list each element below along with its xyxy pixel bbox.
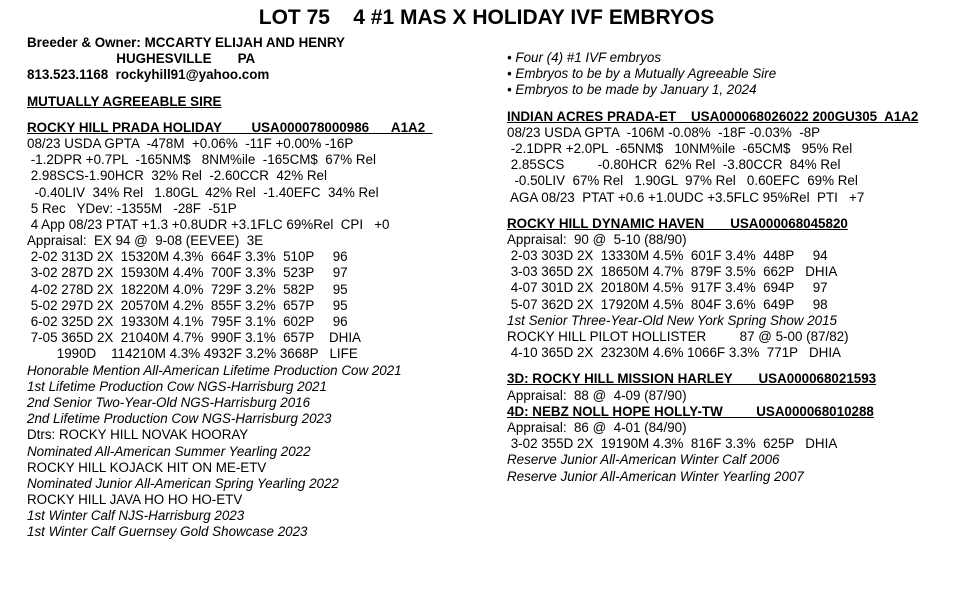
granddam-stat-line: 2-03 303D 2X 13330M 4.5% 601F 3.4% 448P 94 <box>507 248 828 264</box>
dam-daughters <box>27 427 497 540</box>
daughter-name: ROCKY HILL JAVA HO HO HO-ETV <box>27 492 243 508</box>
sire-of-dam-stat-line: 08/23 USDA GPTA -106M -0.08% -18F -0.03% -8P <box>507 124 821 140</box>
sire-of-dam-stat-line: -2.1DPR +2.0PL -65NM$ 10NM%ile -65CM$ 95% Rel <box>507 140 853 156</box>
dam-stats <box>27 136 497 363</box>
dam-stat-line: -0.40LIV 34% Rel 1.80GL 42% Rel -1.40EFC 34% Rel <box>27 184 379 200</box>
sire-of-dam-stat-line: -0.50LIV 67% Rel 1.90GL 97% Rel 0.60EFC 69% Rel <box>507 173 858 189</box>
sire-of-dam-stat-line: 2.85SCS -0.80HCR 62% Rel -3.80CCR 84% Rel <box>507 157 841 173</box>
dam-stat-line: 6-02 325D 2X 19330M 4.1% 795F 3.1% 602P 96 <box>27 314 348 329</box>
dam-heading: ROCKY HILL PRADA HOLIDAY USA000078000986 A1A2 <box>27 119 433 135</box>
granddam-stats <box>507 232 967 313</box>
dam-stat-line: Appraisal: EX 94 @ 9-08 (EEVEE) 3E <box>27 233 264 249</box>
sire-of-dam-heading: INDIAN ACRES PRADA-ET USA000068026022 200GU305 A1A2 <box>507 108 919 124</box>
third-dam-appraisal: Appraisal: 88 @ 4-09 (87/90) <box>507 387 687 403</box>
fourth-dam-heading: 4D: NEBZ NOLL HOPE HOLLY-TW USA000068010288 <box>507 403 874 419</box>
dam-stat-line: 08/23 USDA GPTA -478M +0.06% -11F +0.00% -16P <box>27 135 354 151</box>
dam-stat-line: 3-02 287D 2X 15930M 4.4% 700F 3.3% 523P 97 <box>27 265 348 281</box>
fourth-dam-honor: Reserve Junior All-American Winter Calf 2006 <box>507 452 780 468</box>
daughter-name: Dtrs: ROCKY HILL NOVAK HOORAY <box>27 427 249 443</box>
granddam-sire-line: ROCKY HILL PILOT HOLLISTER 87 @ 5-00 (87/82) <box>507 329 849 344</box>
granddam-sire-record: 4-10 365D 2X 23230M 4.6% 1066F 3.3% 771P DHIA <box>507 345 841 361</box>
dam-honor: 1st Lifetime Production Cow NGS-Harrisburg 2021 <box>27 378 327 394</box>
dam-stat-line: 4 App 08/23 PTAT +1.3 +0.8UDR +3.1FLC 69%Rel CPI +0 <box>27 216 390 232</box>
dam-stat-line: 5 Rec YDev: -1355M -28F -51P <box>27 200 237 216</box>
granddam-honor: 1st Senior Three-Year-Old New York Spring Show 2015 <box>507 312 837 328</box>
granddam-stat-line: 3-03 365D 2X 18650M 4.7% 879F 3.5% 662P DHIA <box>507 264 838 280</box>
fourth-dam-honor: Reserve Junior All-American Winter Yearling 2007 <box>507 468 804 484</box>
left-column <box>27 35 497 541</box>
bullet-item: • Embryos to be made by January 1, 2024 <box>507 82 757 98</box>
third-dam-heading: 3D: ROCKY HILL MISSION HARLEY USA000068021593 <box>507 371 877 387</box>
lot-title: LOT 75 4 #1 MAS X HOLIDAY IVF EMBRYOS <box>258 6 715 29</box>
daughter-honor: Nominated All-American Summer Yearling 2022 <box>27 443 311 459</box>
dam-stat-line: 2.98SCS-1.90HCR 32% Rel -2.60CCR 42% Rel <box>27 168 327 184</box>
breeder-owner: Breeder & Owner: MCCARTY ELIJAH AND HENRY <box>27 35 345 50</box>
sire-heading: MUTUALLY AGREEABLE SIRE <box>27 93 222 109</box>
daughter-name: ROCKY HILL KOJACK HIT ON ME-ETV <box>27 459 267 475</box>
breeder-location: HUGHESVILLE PA <box>27 51 256 67</box>
sire-of-dam-stat-line: AGA 08/23 PTAT +0.6 +1.0UDC +3.5FLC 95%Rel PTI +7 <box>507 189 865 205</box>
dam-stat-line: 1990D 114210M 4.3% 4932F 3.2% 3668P LIFE <box>27 346 358 362</box>
dam-honor: Honorable Mention All-American Lifetime Production Cow 2021 <box>27 362 402 378</box>
right-column <box>507 50 967 485</box>
dam-stat-line: 5-02 297D 2X 20570M 4.2% 855F 3.2% 657P 95 <box>27 297 348 313</box>
dam-stat-line: 7-05 365D 2X 21040M 4.7% 990F 3.1% 657P DHIA <box>27 330 361 346</box>
granddam-stat-line: Appraisal: 90 @ 5-10 (88/90) <box>507 231 687 247</box>
dam-stat-line: -1.2DPR +0.7PL -165NM$ 8NM%ile -165CM$ 67% Rel <box>27 152 376 168</box>
bullet-item: • Four (4) #1 IVF embryos <box>507 50 662 65</box>
breeder-contact: 813.523.1168 rockyhill91@yahoo.com <box>27 67 270 83</box>
bullet-item: • Embryos to be by a Mutually Agreeable Sire <box>507 66 777 82</box>
dam-stat-line: 4-02 278D 2X 18220M 4.0% 729F 3.2% 582P 95 <box>27 281 348 297</box>
dam-honors <box>27 363 497 428</box>
dam-honor: 2nd Lifetime Production Cow NGS-Harrisburg 2023 <box>27 411 332 427</box>
daughter-honor: Nominated Junior All-American Spring Yearling 2022 <box>27 475 339 491</box>
granddam-heading: ROCKY HILL DYNAMIC HAVEN USA000068045820 <box>507 215 848 231</box>
granddam-stat-line: 5-07 362D 2X 17920M 4.5% 804F 3.6% 649P 98 <box>507 296 828 312</box>
fourth-dam-appraisal: Appraisal: 86 @ 4-01 (84/90) <box>507 419 687 435</box>
dam-stat-line: 2-02 313D 2X 15320M 4.3% 664F 3.3% 510P 96 <box>27 249 348 265</box>
dam-honor: 2nd Senior Two-Year-Old NGS-Harrisburg 2016 <box>27 394 311 410</box>
daughter-honor: 1st Winter Calf Guernsey Gold Showcase 2023 <box>27 524 308 540</box>
daughter-honor: 1st Winter Calf NJS-Harrisburg 2023 <box>27 508 245 524</box>
granddam-stat-line: 4-07 301D 2X 20180M 4.5% 917F 3.4% 694P 97 <box>507 280 828 296</box>
fourth-dam-record: 3-02 355D 2X 19190M 4.3% 816F 3.3% 625P DHIA <box>507 436 838 452</box>
sire-of-dam-stats <box>507 125 967 206</box>
